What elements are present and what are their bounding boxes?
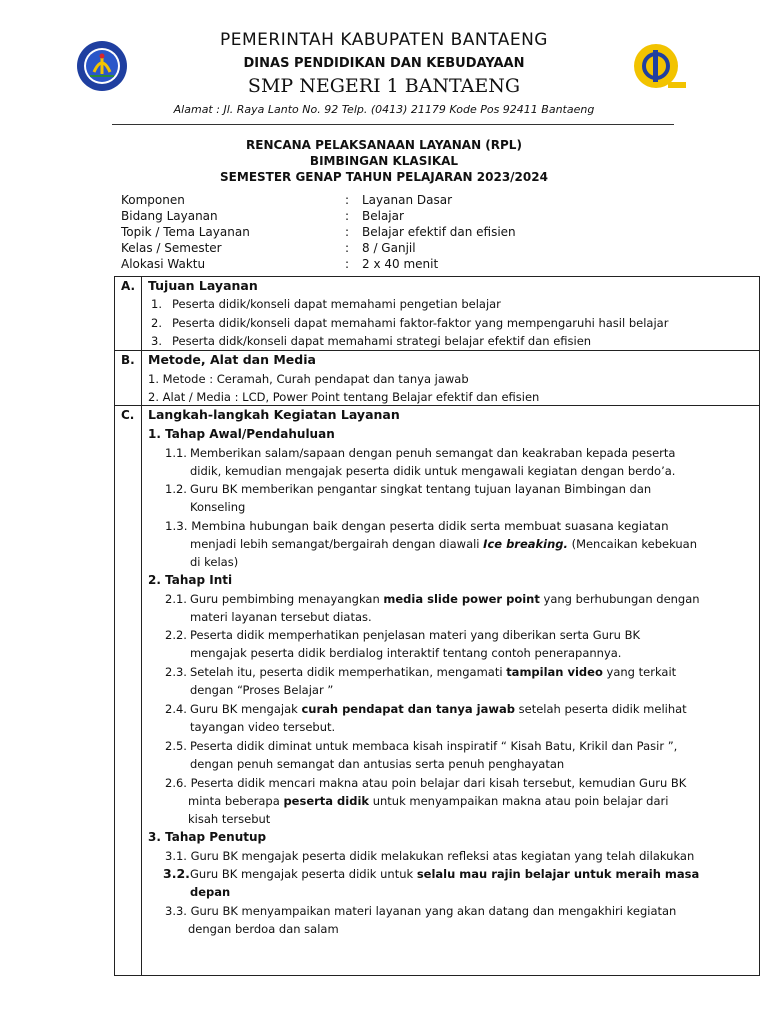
step-text: kisah tersebut [188, 812, 271, 826]
step-text: dengan penuh semangat dan antusias serta penuh penghayatan [190, 757, 565, 771]
step-text: dengan berdoa dan salam [188, 922, 339, 936]
step-text: di kelas) [190, 555, 239, 569]
section-b-title: Metode, Alat dan Media [148, 352, 316, 367]
list-item: Peserta didik/konseli dapat memahami pengetian belajar [172, 297, 501, 311]
school-name: SMP NEGERI 1 BANTAENG [247, 75, 521, 97]
step-number: 2.2. [165, 628, 187, 642]
section-c-letter: C. [121, 408, 135, 422]
government-title: PEMERINTAH KABUPATEN BANTAENG [220, 30, 548, 50]
step-text: Konseling [190, 500, 246, 514]
step-text: Setelah itu, peserta didik memperhatikan, mengamati tampilan video yang terkait [190, 665, 677, 679]
step-text: tayangan video tersebut. [190, 720, 336, 734]
list-item: Peserta didk/konseli dapat memahami strategi belajar efektif dan efisien [172, 334, 592, 348]
department-title: DINAS PENDIDIKAN DAN KEBUDAYAAN [243, 56, 525, 71]
step-text: 3.1. Guru BK mengajak peserta didik melakukan refleksi atas kegiatan yang telah dilakukan [165, 849, 695, 863]
doc-subtitle: BIMBINGAN KLASIKAL [309, 154, 459, 168]
doc-title: RENCANA PELAKSANAAN LAYANAN (RPL) [246, 138, 522, 152]
section-b-letter: B. [121, 353, 135, 367]
step-text: menjadi lebih semangat/bergairah dengan diawali Ice breaking. (Mencaikan kebekuan [190, 537, 697, 551]
list-item: Peserta didik/konseli dapat memahami faktor-faktor yang mempengaruhi hasil belajar [172, 316, 669, 330]
step-number: 1.2. [165, 482, 187, 496]
step-number: 2.5. [165, 739, 187, 753]
step-text: 1.3. Membina hubungan baik dengan peserta didik serta membuat suasana kegiatan [165, 519, 669, 533]
step-text: depan [190, 885, 231, 899]
step-text: dengan “Proses Belajar ” [190, 683, 334, 697]
section-a-letter: A. [121, 279, 136, 293]
stage-2-title: 2. Tahap Inti [148, 573, 233, 587]
step-text: 3.3. Guru BK menyampaikan materi layanan yang akan datang dan mengakhiri kegiatan [165, 904, 677, 918]
school-address: Alamat : Jl. Raya Lanto No. 92 Telp. (0413) 21179 Kode Pos 92411 Bantaeng [173, 103, 595, 116]
list-number: 3. [151, 334, 162, 348]
step-number: 2.1. [165, 592, 187, 606]
step-text: minta beberapa peserta didik untuk menyampaikan makna atau poin belajar dari [188, 794, 669, 808]
step-number: 3.2. [163, 866, 190, 881]
step-text: Guru pembimbing menayangkan media slide power point yang berhubungan dengan [190, 592, 700, 606]
step-text: materi layanan tersebut diatas. [190, 610, 372, 624]
section-a-title: Tujuan Layanan [148, 278, 258, 293]
step-text: Memberikan salam/sapaan dengan penuh semangat dan keakraban kepada peserta [190, 446, 676, 460]
step-text: Guru BK memberikan pengantar singkat tentang tujuan layanan Bimbingan dan [190, 482, 652, 496]
step-text: Guru BK mengajak peserta didik untuk selalu mau rajin belajar untuk meraih masa [190, 867, 700, 881]
step-text: 2.6. Peserta didik mencari makna atau poin belajar dari kisah tersebut, kemudian Guru BK [165, 776, 687, 790]
step-number: 1.1. [165, 446, 187, 460]
list-number: 1. [151, 297, 162, 311]
step-text: mengajak peserta didik berdialog interaktif tentang contoh penerapannya. [190, 646, 622, 660]
table-column-divider [141, 276, 142, 976]
stage-1-title: 1. Tahap Awal/Pendahuluan [148, 427, 335, 441]
step-number: 2.3. [165, 665, 187, 679]
list-number: 2. [151, 316, 162, 330]
step-text: Peserta didik diminat untuk membaca kisah inspiratif “ Kisah Batu, Krikil dan Pasir ”, [190, 739, 678, 753]
header-divider [112, 124, 674, 125]
section-c-title: Langkah-langkah Kegiatan Layanan [148, 407, 400, 422]
step-number: 2.4. [165, 702, 187, 716]
stage-3-title: 3. Tahap Penutup [148, 830, 267, 844]
table-row-divider [114, 350, 760, 351]
step-text: Guru BK mengajak curah pendapat dan tanya jawab setelah peserta didik melihat [190, 702, 687, 716]
table-row-divider [114, 405, 760, 406]
step-text: didik, kemudian mengajak peserta didik untuk mengawali kegiatan dengan berdo’a. [190, 464, 676, 478]
step-text: Peserta didik memperhatikan penjelasan materi yang diberikan serta Guru BK [190, 628, 640, 642]
doc-semester: SEMESTER GENAP TAHUN PELAJARAN 2023/2024 [220, 170, 548, 184]
list-item: 1. Metode : Ceramah, Curah pendapat dan tanya jawab [148, 372, 469, 386]
list-item: 2. Alat / Media : LCD, Power Point tentang Belajar efektif dan efisien [148, 390, 540, 404]
